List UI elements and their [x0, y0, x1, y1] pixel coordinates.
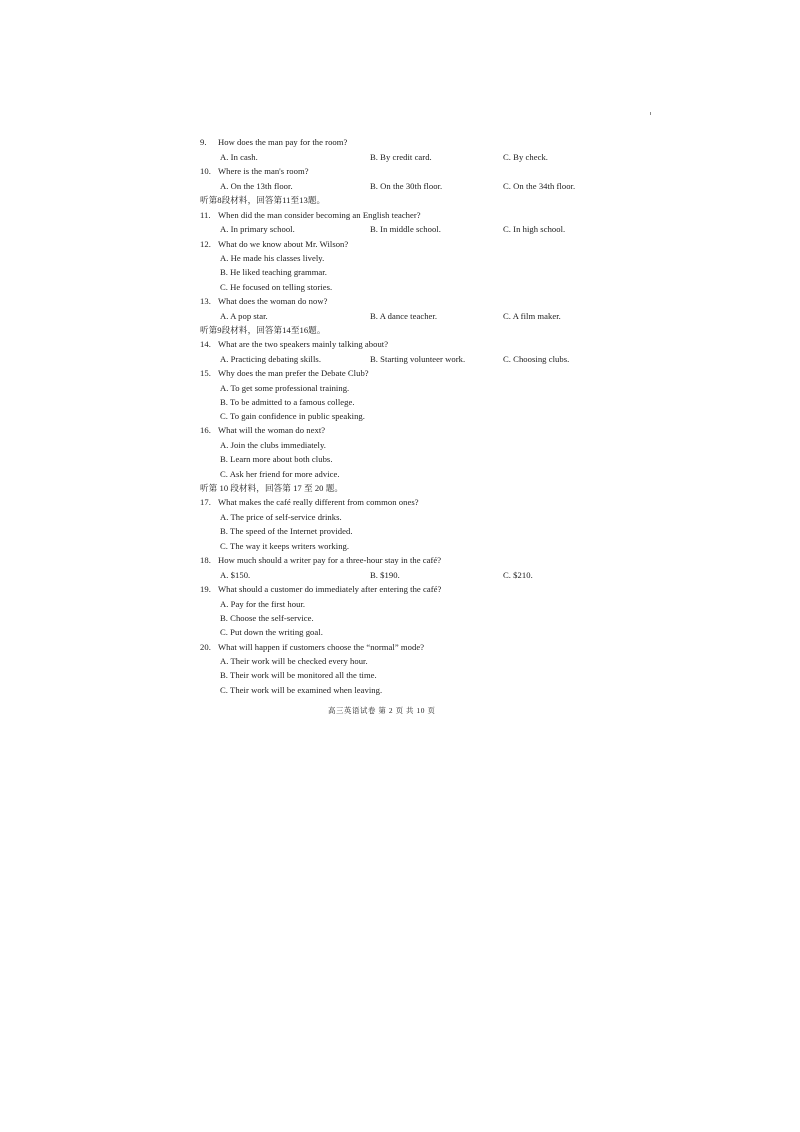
option-c: C. He focused on telling stories. — [220, 282, 333, 292]
option-a: A. In cash. — [220, 152, 258, 162]
section-instruction: 听第 10 段材料，回答第 17 至 20 题。 — [200, 483, 343, 493]
question-number: 14. — [200, 339, 211, 349]
question-text: Why does the man prefer the Debate Club? — [218, 368, 369, 378]
option-b: B. By credit card. — [370, 152, 432, 162]
question-text: Where is the man's room? — [218, 166, 309, 176]
option-b: B. He liked teaching grammar. — [220, 267, 327, 277]
option-c: C. Put down the writing goal. — [220, 627, 323, 637]
question-number: 9. — [200, 137, 207, 147]
option-a: A. He made his classes lively. — [220, 253, 325, 263]
question-text: What are the two speakers mainly talking about? — [218, 339, 389, 349]
option-a: A. A pop star. — [220, 311, 268, 321]
section-instruction: 听第8段材料，回答第11至13题。 — [200, 195, 326, 205]
question-number: 18. — [200, 555, 211, 565]
question-number: 16. — [200, 425, 211, 435]
option-b: B. To be admitted to a famous college. — [220, 397, 355, 407]
option-c: C. $210. — [503, 570, 533, 580]
question-number: 12. — [200, 239, 211, 249]
scan-speck — [650, 112, 651, 115]
question-text: What will the woman do next? — [218, 425, 326, 435]
option-b: B. A dance teacher. — [370, 311, 438, 321]
question-text: When did the man consider becoming an English teacher? — [218, 210, 421, 220]
option-a: A. In primary school. — [220, 224, 295, 234]
page-footer: 高三英语试卷 第 2 页 共 10 页 — [328, 706, 436, 715]
option-c: C. A film maker. — [503, 311, 561, 321]
question-text: What do we know about Mr. Wilson? — [218, 239, 349, 249]
section-instruction: 听第9段材料，回答第14至16题。 — [200, 325, 326, 335]
option-c: C. Their work will be examined when leaving. — [220, 685, 383, 695]
question-text: What does the woman do now? — [218, 296, 328, 306]
option-a: A. To get some professional training. — [220, 383, 350, 393]
option-a: A. On the 13th floor. — [220, 181, 293, 191]
option-b: B. Learn more about both clubs. — [220, 454, 333, 464]
option-b: B. In middle school. — [370, 224, 441, 234]
option-c: C. Choosing clubs. — [503, 354, 570, 364]
question-number: 15. — [200, 368, 211, 378]
question-text: What should a customer do immediately after entering the café? — [218, 584, 442, 594]
option-a: A. Join the clubs immediately. — [220, 440, 326, 450]
option-b: B. On the 30th floor. — [370, 181, 443, 191]
question-number: 17. — [200, 497, 211, 507]
option-b: B. $190. — [370, 570, 400, 580]
question-number: 11. — [200, 210, 211, 220]
question-text: What makes the café really different from common ones? — [218, 497, 419, 507]
option-c: C. The way it keeps writers working. — [220, 541, 350, 551]
option-a: A. $150. — [220, 570, 251, 580]
option-b: B. Their work will be monitored all the time. — [220, 670, 377, 680]
question-number: 13. — [200, 296, 211, 306]
option-c: C. On the 34th floor. — [503, 181, 576, 191]
option-a: A. The price of self-service drinks. — [220, 512, 342, 522]
option-c: C. In high school. — [503, 224, 566, 234]
question-text: How much should a writer pay for a three-hour stay in the café? — [218, 555, 442, 565]
option-b: B. The speed of the Internet provided. — [220, 526, 353, 536]
option-c: C. Ask her friend for more advice. — [220, 469, 340, 479]
question-number: 10. — [200, 166, 211, 176]
option-a: A. Their work will be checked every hour. — [220, 656, 368, 666]
option-a: A. Practicing debating skills. — [220, 354, 322, 364]
option-c: C. By check. — [503, 152, 548, 162]
option-b: B. Starting volunteer work. — [370, 354, 466, 364]
question-text: How does the man pay for the room? — [218, 137, 348, 147]
option-c: C. To gain confidence in public speaking. — [220, 411, 365, 421]
question-text: What will happen if customers choose the “normal” mode? — [218, 642, 425, 652]
question-number: 19. — [200, 584, 211, 594]
question-number: 20. — [200, 642, 211, 652]
option-a: A. Pay for the first hour. — [220, 599, 306, 609]
option-b: B. Choose the self-service. — [220, 613, 314, 623]
